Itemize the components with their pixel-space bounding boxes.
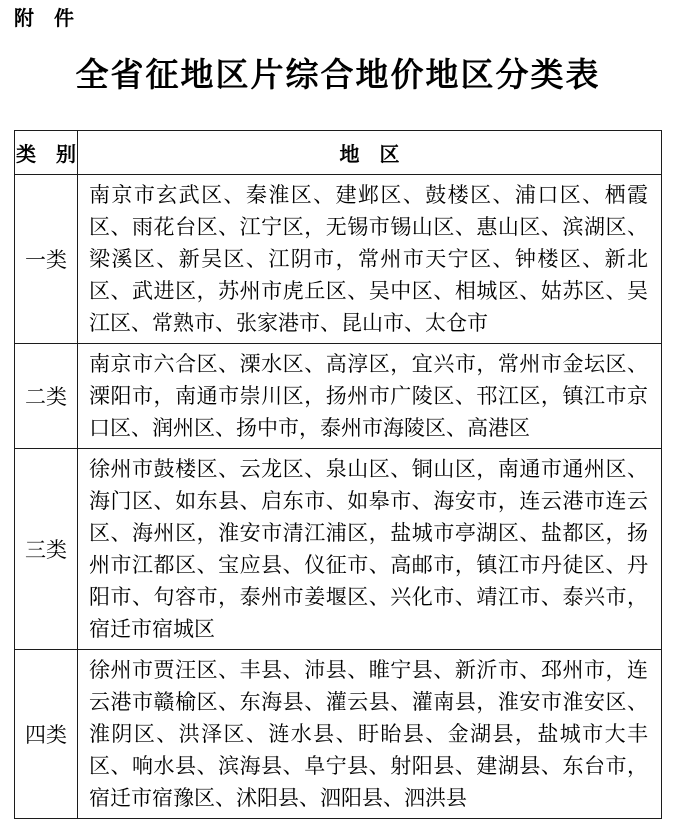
regions-cell-class4: 徐州市贾汪区、丰县、沛县、睢宁县、新沂市、邳州市，连云港市赣榆区、东海县、灌云县、灌南县，淮安市淮安区、淮阴区、洪泽区、涟水县、盱眙县、金湖县，盐城市大丰区、响水县、滨海县、阜宁县、射阳县、建湖县、东台市，宿迁市宿豫区、沭阳县、泗阳县、泗洪县 — [78, 650, 662, 819]
table-row — [15, 344, 662, 449]
table-row — [15, 175, 662, 344]
table-header-row — [15, 131, 662, 175]
table-row — [15, 650, 662, 819]
column-header-region: 地 区 — [78, 131, 662, 175]
category-cell-class3: 三类 — [15, 449, 78, 650]
attachment-label: 附 件 — [14, 8, 74, 30]
classification-table — [14, 130, 662, 819]
category-cell-class2: 二类 — [15, 344, 78, 449]
column-header-category: 类 别 — [15, 131, 78, 175]
regions-cell-class3: 徐州市鼓楼区、云龙区、泉山区、铜山区，南通市通州区、海门区、如东县、启东市、如皋市、海安市，连云港市连云区、海州区，淮安市清江浦区，盐城市亭湖区、盐都区，扬州市江都区、宝应县、仪征市、高邮市，镇江市丹徒区、丹阳市、句容市，泰州市姜堰区、兴化市、靖江市、泰兴市，宿迁市宿城区 — [78, 449, 662, 650]
page-title: 全省征地区片综合地价地区分类表 — [75, 58, 601, 94]
regions-cell-class2: 南京市六合区、溧水区、高淳区，宜兴市，常州市金坛区、溧阳市，南通市崇川区，扬州市广陵区、邗江区，镇江市京口区、润州区、扬中市，泰州市海陵区、高港区 — [78, 344, 662, 449]
category-cell-class4: 四类 — [15, 650, 78, 819]
category-cell-class1: 一类 — [15, 175, 78, 344]
regions-cell-class1: 南京市玄武区、秦淮区、建邺区、鼓楼区、浦口区、栖霞区、雨花台区、江宁区，无锡市锡山区、惠山区、滨湖区、梁溪区、新吴区、江阴市，常州市天宁区、钟楼区、新北区、武进区，苏州市虎丘区、吴中区、相城区、姑苏区、吴江区、常熟市、张家港市、昆山市、太仓市 — [78, 175, 662, 344]
table-row — [15, 449, 662, 650]
